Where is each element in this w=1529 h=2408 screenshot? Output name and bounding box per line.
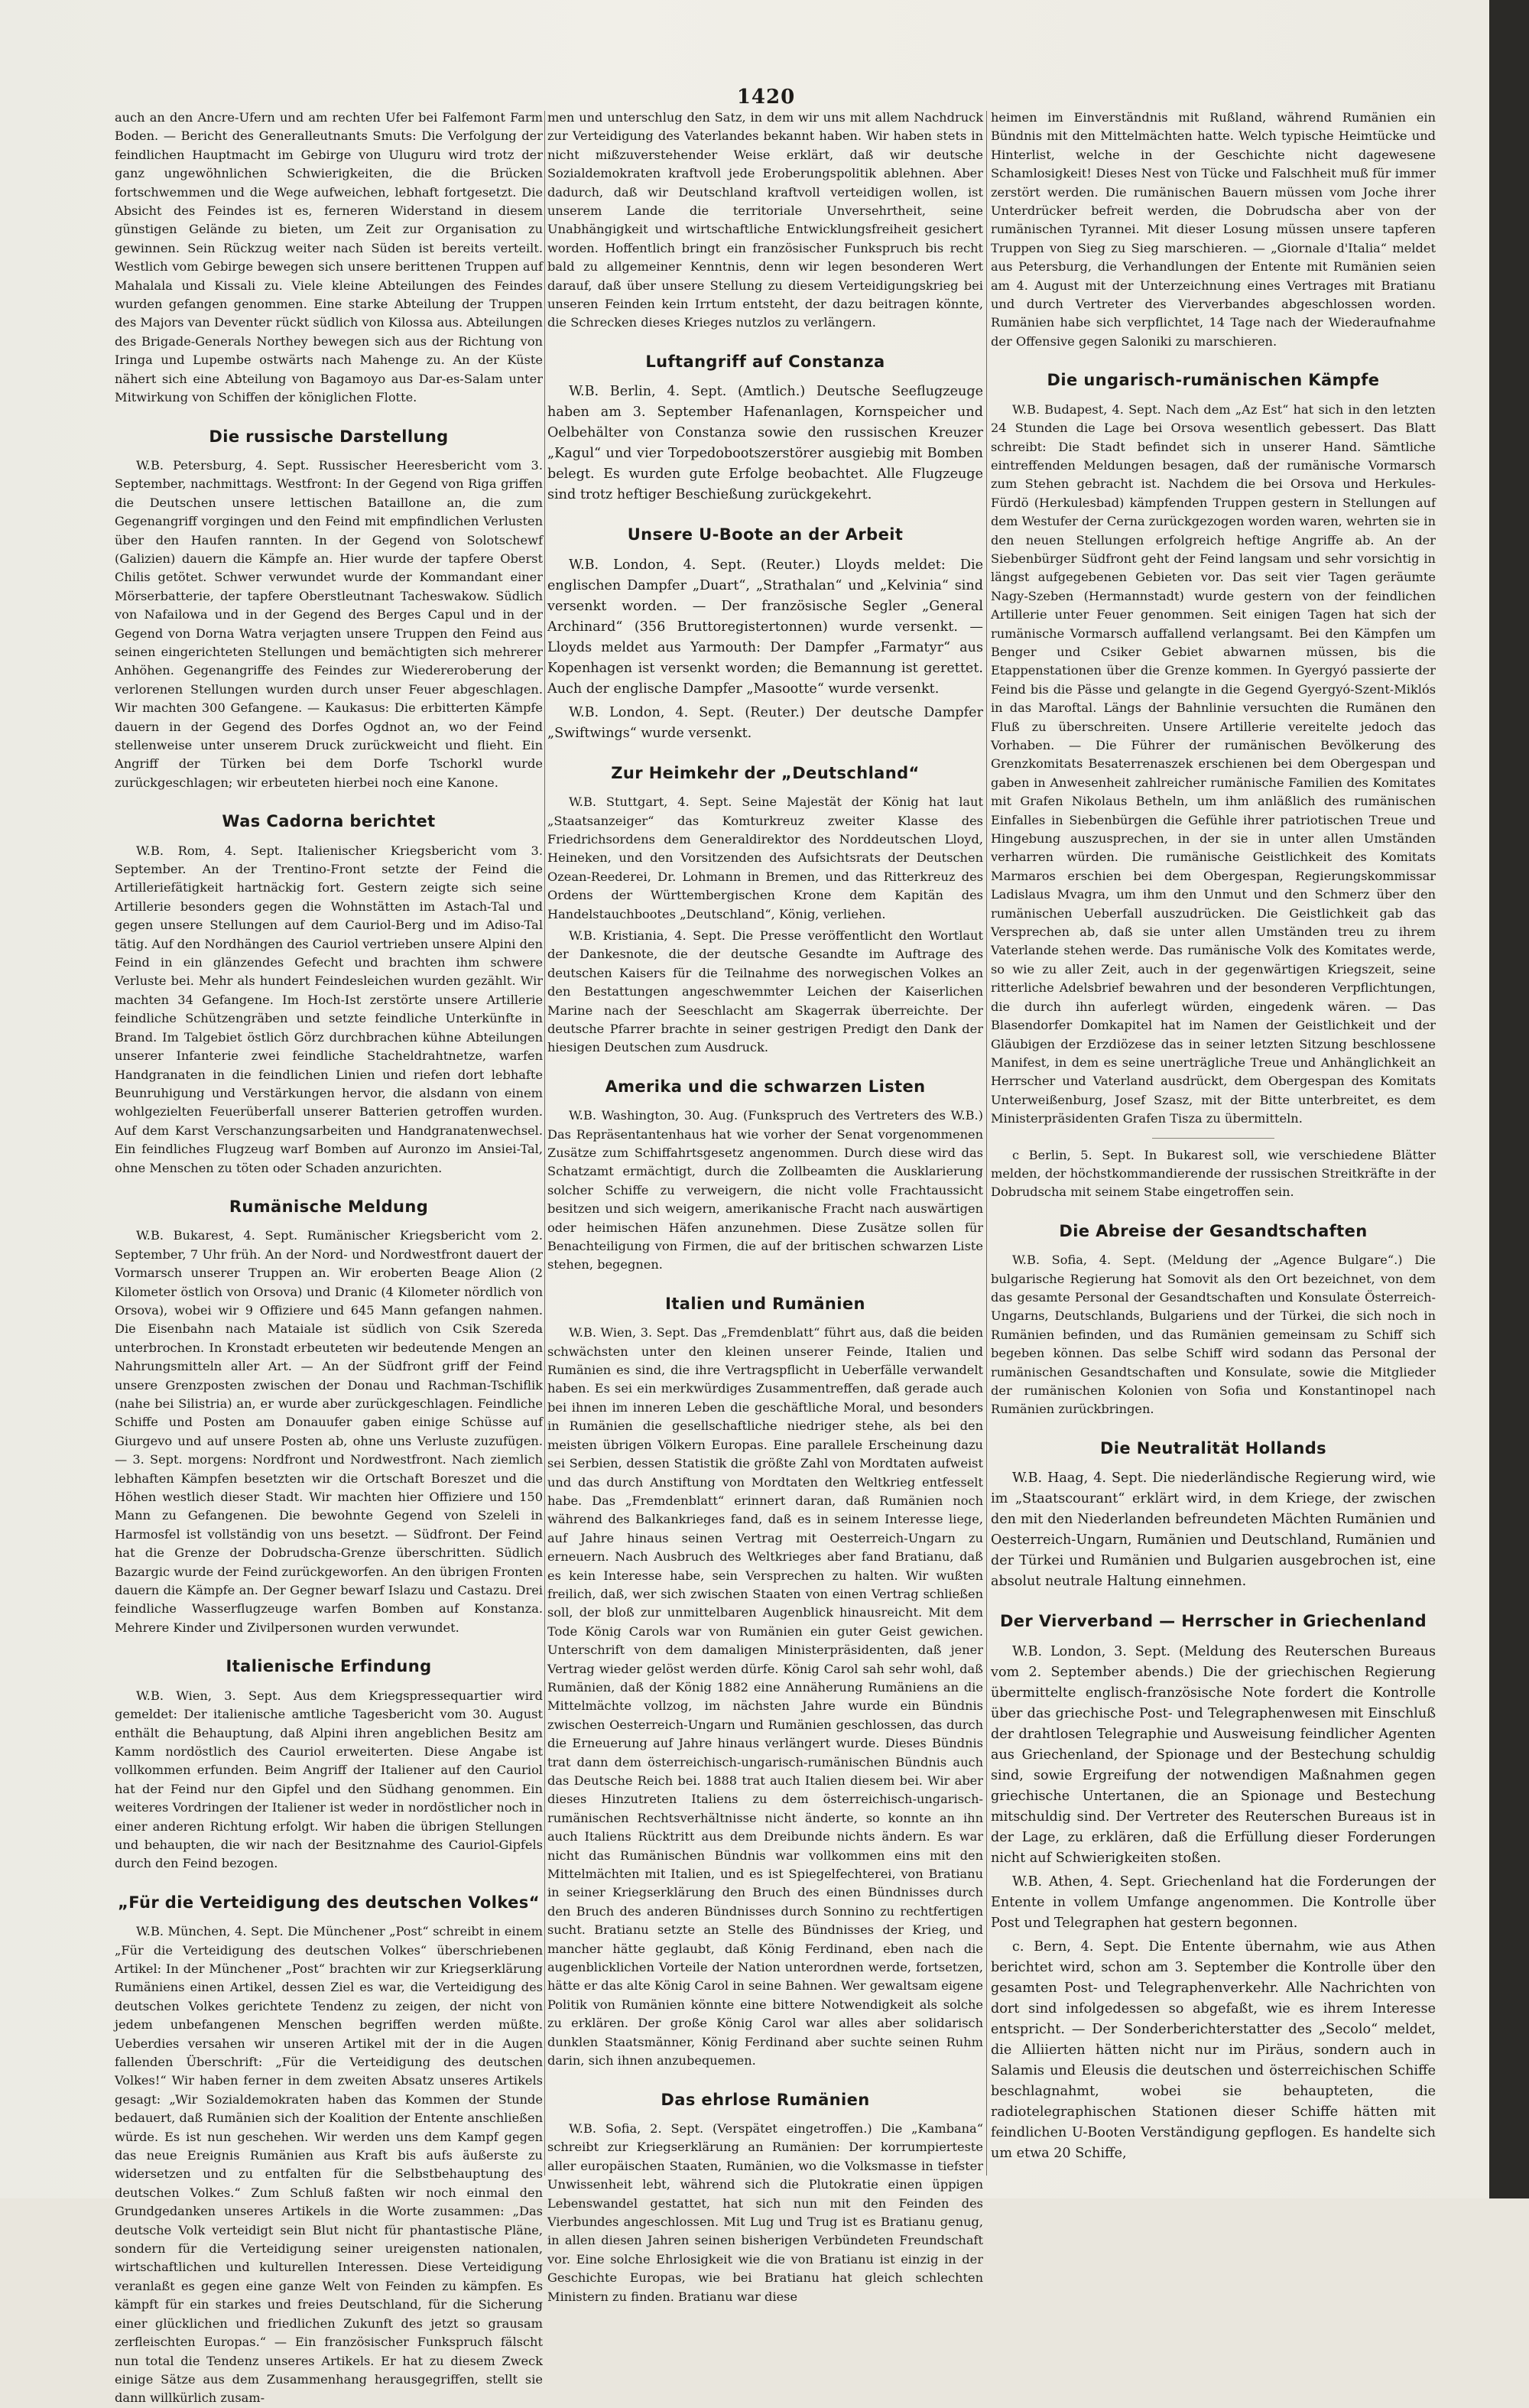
- article-paragraph: c. Bern, 4. Sept. Die Entente übernahm, wie aus Athen berichtet wird, schon am 3. September die Kontrolle über den gesamten Post- und Telegraphenverkehr. Alle Nachrichten von dort sind infolgedessen so abgefaßt, wie es ihrem Interesse entspricht. — Der Sonderberichterstatter des „Secolo“ meldet, die Alliierten hätten nicht nur im Piräus, sondern auch in Salamis und Eleusis die deutschen und österreichischen Schiffe beschlagnahmt, wobei sie behaupteten, die radiotelegraphischen Stationen dieser Schiffe hätten mit feindlichen U-Booten Verständigung gepflogen. Es handelte sich um etwa 20 Schiffe,: [991, 1938, 1436, 2161]
- column-2: [547, 109, 983, 2304]
- article-paragraph: W.B. Wien, 3. Sept. Aus dem Kriegspressequartier wird gemeldet: Der italienische amtliche Tagesbericht vom 30. August enthält die Behauptung, daß Alpini ihren angeblichen Besitz am Kamm nordöstlich des Cauriol erweiterten. Diese Angabe ist vollkommen erfunden. Beim Angriff der Italiener auf den Cauriol hat der Feind nur den Gipfel und den Südhang genommen. Ein weiteres Vordringen der Italiener ist weder in nordöstlicher noch in einer anderen Richtung erfolgt. Wir haben die übrigen Stellungen und behaupten, die wir nach der Besitznahme des Cauriol-Gipfels durch den Feind bezogen.: [115, 1688, 543, 1871]
- article-separator: [1152, 1138, 1274, 1139]
- article-headline: Die russische Darstellung: [209, 427, 449, 446]
- article-paragraph: c Berlin, 5. Sept. In Bukarest soll, wie verschiedene Blätter melden, der höchstkommandierende der russischen Streitkräfte in der Dobrudscha mit seinem Stabe eingetroffen sein.: [991, 1147, 1436, 1200]
- article-paragraph: W.B. Haag, 4. Sept. Die niederländische Regierung wird, wie im „Staatscourant“ erklärt wird, in dem Kriege, der zwischen den mit den Niederlanden befreundeten Mächten Rumänien und Oesterreich-Ungarn, Rumänien und Deutschland, Rumänien und der Türkei und Rumänien und Bulgarien ausgebrochen ist, eine absolut neutrale Haltung einnehmen.: [991, 1470, 1436, 1590]
- article-paragraph: W.B. London, 4. Sept. (Reuter.) Der deutsche Dampfer „Swiftwings“ wurde versenkt.: [547, 704, 983, 741]
- article-headline: Italienische Erfindung: [226, 1657, 432, 1676]
- column-3: [991, 109, 1436, 2173]
- article-paragraph: W.B. München, 4. Sept. Die Münchener „Post“ schreibt in einem „Für die Verteidigung des deutschen Volkes“ überschriebenen Artikel: In der Münchener „Post“ brachten wir zur Kriegserklärung Rumäniens einen Artikel, dessen Ziel es war, die Verteidigung des deutschen Volkes gerichtete Tendenz zu zeigen, der nicht von jedem unbefangenen Menschen begriffen werden müßte. Ueberdies versahen wir unseren Artikel mit der in die Augen fallenden Überschrift: „Für die Verteidigung des deutschen Volkes!“ Wir haben ferner in dem zweiten Absatz unseres Artikels gesagt: „Wir Sozialdemokraten haben das Kommen der Stunde bedauert, daß Rumänien sich der Koalition der Entente anschließen würde. Es ist nun geschehen. Wir werden uns dem Kampf gegen das neue Ereignis Rumänien aus Kraft bis aufs äußerste zu widersetzen und zu entfalten für die Selbstbehauptung des deutschen Volkes.“ Zum Schluß faßten wir noch einmal den Grundgedanken unseres Artikels in die Worte zusammen: „Das deutsche Volk verteidigt sein Blut nicht für phantastische Pläne, sondern für die Verteidigung seiner ureigensten nationalen, wirtschaftlichen und kulturellen Interessen. Diese Verteidigung veranlaßt es gegen eine ganze Welt von Feinden zu kämpfen. Es kämpft für ein starkes und freies Deutschland, für die Sicherung einer glücklichen und friedlichen Zukunft des jetzt so grausam zerfleischten Europas.“ — Ein französischer Funkspruch fälscht nun total die Tendenz unseres Artikels. Er hat zu diesem Zweck einige Sätze aus dem Zusammenhang herausgegriffen, stellt sie dann willkürlich zusam-: [115, 1924, 543, 2406]
- article-headline: Amerika und die schwarzen Listen: [605, 1077, 926, 1096]
- article-headline: Das ehrlose Rumänien: [661, 2090, 870, 2109]
- article-headline: Der Vierverband — Herrscher in Griechenland: [999, 1612, 1427, 1631]
- article-paragraph: W.B. Sofia, 4. Sept. (Meldung der „Agence Bulgare“.) Die bulgarische Regierung hat Somovit als den Ort bezeichnet, von dem das gesamte Personal der Gesandtschaften und Konsulate Österreich-Ungarns, Deutschlands, Bulgariens und der Türkei, die sich noch in Rumänien befinden, und das Rumänien gemeinsam zu Schiff sich begeben können. Das selbe Schiff wird sodann das Personal der rumänischen Gesandtschaften und Konsulate, sowie die Mitglieder der rumänischen Kolonien von Sofia und Konstantinopel nach Rumänien zurückbringen.: [991, 1253, 1436, 1417]
- article-paragraph: W.B. Sofia, 2. Sept. (Verspätet eingetroffen.) Die „Kambana“ schreibt zur Kriegserklärung an Rumänien: Der korrumpierteste aller europäischen Staaten, Rumänien, wo die Volksmasse in tiefster Unwissenheit lebt, während sich die Plutokratie einen üppigen Lebenswandel gestattet, hat sich nun mit den Feinden des Vierbundes angeschlossen. Mit Lug und Trug ist es Bratianu genug, in allen diesen Jahren seinen bisherigen Verbündeten Freundschaft vor. Eine solche Ehrlosigkeit wie die von Bratianu ist einzig in der Geschichte Europas, wie bei Bratianu hat gleich schlechten Ministern zu finden. Bratianu war diese: [547, 2120, 983, 2304]
- adjacent-page-edge: [1489, 0, 1529, 2198]
- article-headline: Was Cadorna berichtet: [222, 812, 436, 831]
- article-paragraph: W.B. Athen, 4. Sept. Griechenland hat die Forderungen der Entente in vollem Umfange angenommen. Die Kontrolle über Post und Telegraphen hat gestern begonnen.: [991, 1873, 1436, 1931]
- article-paragraph: W.B. Bukarest, 4. Sept. Rumänischer Kriegsbericht vom 2. September, 7 Uhr früh. An der Nord- und Nordwestfront dauert der Vormarsch unserer Truppen an. Wir eroberten Beage Alion (2 Kilometer östlich von Orsova) und Dranic (4 Kilometer nördlich von Orsova), wobei wir 9 Offiziere und 645 Mann gefangen nahmen. Die Eisenbahn nach Mataiale ist südlich von Csik Szereda unterbrochen. In Kronstadt erbeuteten wir bedeutende Mengen an Nahrungsmitteln aller Art. — An der Südfront griff der Feind unsere Grenzposten zwischen der Donau und Rachman-Tschiflik (nahe bei Silistria) an, er wurde aber zurückgeschlagen. Feindliche Schiffe und Posten am Donauufer gaben einige Schüsse auf Giurgevo und auf unsere Posten ab, ohne uns Verluste zuzufügen. — 3. Sept. morgens: Nordfront und Nordwestfront. Nach ziemlich lebhaften Kämpfen besetzten wir die Ortschaft Boreszet und die Höhen westlich dieser Stadt. Wir machten hier Offiziere und 150 Mann zu Gefangenen. Die bewohnte Gegend von Szeleli in Harmosfel ist vollständig von uns besetzt. — Südfront. Der Feind hat die Grenze der Dobrudscha-Grenze überschritten. Südlich Bazargic wurde der Feind zurückgeworfen. An den übrigen Fronten dauern die Kämpfe an. Der Gegner bewarf Islazu und Castazu. Drei feindliche Wasserflugzeuge warfen Bomben auf Konstanza. Mehrere Kinder und Zivilpersonen wurden verwundet.: [115, 1228, 543, 1635]
- article-headline: Die ungarisch-rumänischen Kämpfe: [1047, 371, 1380, 390]
- article-paragraph: W.B. Kristiania, 4. Sept. Die Presse veröffentlicht den Wortlaut der Dankesnote, die der deutsche Gesandte im Auftrage des deutschen Kaisers für die Teilnahme des norwegischen Volkes an den Bestattungen angeschwemmter Leichen der Kaiserlichen Marine nach der Seeschlacht am Skagerrak überreichte. Der deutsche Pfarrer brachte in seiner gestrigen Predigt den Dank der hiesigen Deutschen zum Ausdruck.: [547, 928, 983, 1055]
- article-headline: „Für die Verteidigung des deutschen Volkes“: [118, 1893, 540, 1912]
- article-paragraph: W.B. Berlin, 4. Sept. (Amtlich.) Deutsche Seeflugzeuge haben am 3. September Hafenanlagen, Kornspeicher und Oelbehälter von Constanza sowie den russischen Kreuzer „Kagul“ und vier Torpedobootszerstörer ausgiebig mit Bomben belegt. Es wurden gute Erfolge beobachtet. Alle Flugzeuge sind trotz heftiger Beschießung zurückgekehrt.: [547, 384, 983, 503]
- article-paragraph: W.B. Washington, 30. Aug. (Funkspruch des Vertreters des W.B.) Das Repräsentantenhaus hat wie vorher der Senat vorgenommenen Zusätze zum Schiffahrtsgesetz angenommen. Durch diese wird das Schatzamt ermächtigt, durch die Zollbeamten die Ausklarierung solcher Schiffe zu verweigern, die nicht volle Frachtaussicht besitzen und sich weigern, amerikanische Fracht nach auswärtigen oder heimischen Häfen anzunehmen. Diese Zusätze sollen für Benachteiligung von Firmen, die auf der britischen schwarzen Liste stehen, begegnen.: [547, 1108, 983, 1272]
- article-paragraph: W.B. Rom, 4. Sept. Italienischer Kriegsbericht vom 3. September. An der Trentino-Front setzte der Feind die Artilleriefätigkeit hartnäckig fort. Gestern zeigte sich seine Artillerie besonders gegen die Wohnstätten im Astach-Tal und gegen unsere Stellungen auf dem Cauriol-Berg und im Adiso-Tal tätig. Auf den Nordhängen des Cauriol vertrieben unsere Alpini den Feind in ein glänzendes Gefecht und brachten ihm schwere Verluste bei. Mehr als hundert Feindesleichen wurden gezählt. Wir machten 34 Gefangene. Im Hoch-Ist zerstörte unsere Artillerie feindliche Schützengräben und setzte feindliche Unterkünfte in Brand. Im Talgebiet östlich Görz durchbrachen kühne Abteilungen unserer Infanterie zwei feindliche Stacheldrahtnetze, warfen Handgranaten in die feindlichen Linien und riefen dort lebhafte Beunruhigung und Verstärkungen hervor, die alsdann von einem wohlgezielten Feuerüberfall unserer Batterien getroffen wurden. Auf dem Karst Verschanzungsarbeiten und Handgranatenwechsel. Ein feindliches Flugzeug warf Bomben auf Auronzo im Ansiei-Tal, ohne Menschen zu töten oder Schaden anzurichten.: [115, 843, 543, 1175]
- column-rule: [544, 111, 545, 2176]
- article-paragraph: men und unterschlug den Satz, in dem wir uns mit allem Nachdruck zur Verteidigung des Vaterlandes bekannt haben. Wir haben stets in nicht mißzuverstehender Weise erklärt, daß wir deutsche Sozialdemokraten kraftvoll jede Eroberungspolitik ablehnen. Aber dadurch, daß wir Deutschland kraftvoll verteidigen wollen, ist unserem Lande die territoriale Unversehrtheit, seine Unabhängigkeit und wirtschaftliche Entwicklungsfreiheit gesichert worden. Hoffentlich bringt ein französischer Funkspruch bis recht bald zu allgemeiner Kenntnis, denn wir legen besonderen Wert darauf, daß über unsere Stellung zu diesem Verteidigungskrieg bei unseren Feinden kein Irrtum entsteht, der dazu beitragen könnte, die Schrecken dieses Krieges nutzlos zu verlängern.: [547, 110, 983, 330]
- article-headline: Die Neutralität Hollands: [1099, 1438, 1327, 1457]
- article-headline: Die Abreise der Gesandtschaften: [1059, 1221, 1368, 1240]
- article-paragraph: W.B. Wien, 3. Sept. Das „Fremdenblatt“ führt aus, daß die beiden schwächsten unter den kleinen unserer Feinde, Italien und Rumänien es sind, die ihre Vertragspflicht in Ueberfälle verwandelt haben. Es sei ein merkwürdiges Zusammentreffen, daß gerade auch bei ihnen im inneren Leben die geschäftliche Moral, und besonders in Rumänien die gesellschaftliche niedriger stehe, als bei den meisten übrigen Völkern Europas. Eine parallele Erscheinung dazu sei Serbien, dessen Statistik die größte Zahl von Mordtaten aufweist und das durch Anstiftung von Mordtaten den Weltkrieg entfesselt habe. Das „Fremdenblatt“ erinnert daran, daß Rumänien noch während des Balkankrieges fand, daß es in seinem Interesse liege, auf Jahre hinaus seinen Vertrag mit Oesterreich-Ungarn zu erneuern. Nach Ausbruch des Weltkrieges aber fand Bratianu, daß es kein Interesse habe, sein Versprechen zu halten. Wir wußten freilich, daß, wer sich zwischen Staaten von einen Vertrag schließen soll, der bloß zur unmittelbaren Augenblick hinausreicht. Mit dem Tode König Carols war von Rumänien ein guter Geist gewichen. Unterschrift von dem damaligen Ministerpräsidenten, daß jener Vertrag wieder gelöst werden dürfe. König Carol sah sehr wohl, daß Rumänien, daß der König 1882 eine Annäherung Rumäniens an die Mittelmächte vollzog, im nächsten Jahre wurde ein Bündnis zwischen Oesterreich-Ungarn und Rumänien geschlossen, das durch die Erneuerung auf Jahre hinaus verlängert wurde. Dieses Bündnis trat dann dem österreichisch-ungarisch-rumänischen Bündnis auch das Deutsche Reich bei. 1888 trat auch Italien diesem bei. Wir aber dieses Hinzutreten Italiens zu dem österreichisch-ungarisch-rumänischen Rechtsverhältnisse nicht änderte, so konnte an ihn auch Italiens Rücktritt aus dem Dreibunde nichts ändern. Es war nicht das Rumänischen Bündnis war vollkommen eins mit den Mittelmächten mit Italien, und es ist Spiegelfechterei, von Bratianu in seiner Kriegserklärung den Bruch des einen Bündnisses durch den Bruch des anderen Bündnisses durch Sonnino zu rechtfertigen sucht. Bratianu setzte an Stelle des Bündnisses der Krieg, und mancher hätte geglaubt, daß König Ferdinand, eben nach die augenblicklichen Vorteile der Nation unterordnen werde, fortsetzen, hätte er das alte König Carol in seine Bahnen. Wer gewaltsam eigene Politik von Rumänien könnte eine bittere Notwendigkeit als solche zu erklären. Der große König Carol war alles aber solidarisch dunklen Staatsmänner, König Ferdinand aber suchte seinen Ruhm darin, sich ihnen anzubequemen.: [547, 1325, 983, 2068]
- article-paragraph: heimen im Einverständnis mit Rußland, während Rumänien ein Bündnis mit den Mittelmächten hatte. Welch typische Heimtücke und Hinterlist, welche in der Geschichte nicht dagewesene Schamlosigkeit! Dieses Nest von Tücke und Falschheit muß für immer zerstört werden. Die rumänischen Bauern müssen vom Joche ihrer Unterdrücker befreit werden, die Dobrudscha aber von der rumänischen Tyrannei. Mit dieser Losung müssen unsere tapferen Truppen von Sieg zu Sieg marschieren. — „Giornale d'Italia“ meldet aus Petersburg, die Verhandlungen der Entente mit Rumänien seien am 4. August mit der Unterzeichnung eines Vertrages mit Bratianu und durch Vertreter des Vierverbandes abgeschlossen worden. Rumänien habe sich verpflichtet, 14 Tage nach der Wiederaufnahme der Offensive gegen Saloniki zu marschieren.: [991, 110, 1436, 349]
- article-paragraph: W.B. London, 3. Sept. (Meldung des Reuterschen Bureaus vom 2. September abends.) Die der griechischen Regierung übermittelte englisch-französische Note fordert die Kontrolle über das griechische Post- und Telegraphenwesen mit Einschluß der drahtlosen Telegraphie und Ausweisung feindlicher Agenten aus Griechenland, der Spionage und der Bestechung schuldig sind, sowie Ergreifung der notwendigen Maßnahmen gegen griechische Untertanen, die an Spionage und Bestechung mitschuldig sind. Der Vertreter des Reuterschen Bureaus ist in der Lage, zu erklären, daß die Erfüllung dieser Forderungen nicht auf Schwierigkeiten stoßen.: [991, 1643, 1436, 1866]
- article-paragraph: auch an den Ancre-Ufern und am rechten Ufer bei Falfemont Farm Boden. — Bericht des Generalleutnants Smuts: Die Verfolgung der feindlichen Hauptmacht im Gebirge von Uluguru wird trotz der ganz ungewöhnlichen Schwierigkeiten, die die Brücken fortschwemmen und die Wege aufweichen, lebhaft fortgesetzt. Die Absicht des Feindes ist es, ferneren Widerstand in diesem günstigen Gelände zu bieten, um Zeit zur Organisation zu gewinnen. Sein Rückzug weiter nach Süden ist bereits verteilt. Westlich vom Gebirge bewegen sich unsere berittenen Truppen auf Mahalala und Kissali zu. Viele kleine Abteilungen des Feindes wurden gefangen genommen. Eine starke Abteilung der Truppen des Majors van Deventer rückt südlich von Kilossa aus. Abteilungen des Brigade-Generals Northey bewegen sich aus der Richtung von Iringa und Lupembe ostwärts nach Mahenge zu. An der Küste nähert sich eine Abteilung von Bagamoyo aus Dar-es-Salam unter Mitwirkung von Schiffen der königlichen Flotte.: [115, 110, 543, 405]
- article-headline: Rumänische Meldung: [229, 1197, 429, 1216]
- article-paragraph: W.B. Petersburg, 4. Sept. Russischer Heeresbericht vom 3. September, nachmittags. Westfront: In der Gegend von Riga griffen die Deutschen unsere lettischen Bataillone an, die zum Gegenangriff vorgingen und den Feind mit empfindlichen Verlusten über den Haufen rannten. In der Gegend von Solotschewf (Galizien) dauern die Kämpfe an. Hier wurde der tapfere Oberst Chilis getötet. Schwer verwundet wurde der Kommandant einer Mörserbatterie, der tapfere Oberstleutnant Tacheswakow. Südlich von Nafailowa und in der Gegend des Berges Capul und in der Gegend von Dorna Watra verjagten unsere Truppen den Feind aus seinen eingerichteten Stellungen und bemächtigten sich mehrerer Anhöhen. Gegenangriffe des Feindes zur Wiedereroberung der verlorenen Stellungen wurden durch unser Feuer abgeschlagen. Wir machten 300 Gefangene. — Kaukasus: Die erbitterten Kämpfe dauern in der Gegend des Dorfes Ogdnot an, wo der Feind stellenweise unter unserem Druck zurückweicht und flieht. Ein Angriff der Türken bei dem Dorfe Tschorkl wurde zurückgeschlagen; wir erbeuteten hierbei noch eine Kanone.: [115, 457, 543, 790]
- article-headline: Unsere U-Boote an der Arbeit: [627, 525, 904, 544]
- article-paragraph: W.B. Budapest, 4. Sept. Nach dem „Az Est“ hat sich in den letzten 24 Stunden die Lage bei Orsova wesentlich gebessert. Das Blatt schreibt: Die Stadt befindet sich in unserer Hand. Sämtliche eintreffenden Meldungen besagen, daß der rumänische Vormarsch zum Stehen gebracht ist. Nachdem die bei Orsova und Herkules-Fürdö (Herkulesbad) kämpfenden Truppen gestern in Stellungen auf dem Westufer der Cerna zurückgezogen worden waren, wehrten sie in den neuen Stellungen erfolgreich heftige Angriffe ab. An der Siebenbürger Südfront geht der Feind langsam und sehr vorsichtig in längst aufgegebenen Gebieten vor. Das seit vier Tagen geräumte Nagy-Szeben (Hermannstadt) wurde gestern von der feindlichen Artillerie unter Feuer genommen. Seit einigen Tagen hat sich der rumänische Vormarsch auffallend verlangsamt. Bei den Kämpfen um Benger und Csiker Gebiet abwarnen müssen, bis die Etappenstationen über die Grenze kommen. In Gyergyó passierte der Feind bis die Pässe und gelangte in die Gegend Gyergyó-Szent-Miklós in das Maroftal. Längs der Bahnlinie versuchten die Rumänen den Fluß zu überschreiten. Unsere Artillerie vereitelte jedoch das Vorhaben. — Die Führer der rumänischen Bevölkerung des Grenzkomitats Besaterrenaszek erschienen bei dem Obergespan und gaben in Anwesenheit zahlreicher rumänische Familien des Komitates mit Grafen Nikolaus Betheln, um ihm anläßlich des rumänischen Einfalles in Siebenbürgen die Gefühle ihrer patriotischen Treue und Hingebung auszusprechen, in der sie in unter allen Umständen verharren würden. Die rumänische Geistlichkeit des Komitats Marmaros erschien bei dem Obergespan, Regierungskommissar Ladislaus Mvagra, um ihm den Unmut und den Schmerz über den rumänischen Ueberfall auszudrücken. Die Geistlichkeit gab das Versprechen ab, daß sie unter allen Umständen treu zu ihrem Vaterlande stehen werde. Das rumänische Volk des Komitates werde, so wie zu aller Zeit, auch in der gegenwärtigen Kriegszeit, seine ritterliche Adelsbrief bewahren und der besonderen Verpflichtungen, die durch ihn auferlegt würden, eingedenk wären. — Das Blasendorfer Domkapitel hat im Namen der Geistlichkeit und der Gläubigen der Erzdiözese das in seiner letzten Sitzung beschlossene Manifest, in dem es seine unerträgliche Treue und Anhänglichkeit an Herrscher und Vaterland ausdrückt, dem Obergespan des Komitats Unterweißenburg, Josef Szasz, mit der Bitte unterbreitet, es dem Ministerpräsidenten Grafen Tisza zu übermitteln.: [991, 401, 1436, 1126]
- column-rule: [986, 111, 987, 2176]
- article-paragraph: W.B. Stuttgart, 4. Sept. Seine Majestät der König hat laut „Staatsanzeiger“ das Komturkreuz zweiter Klasse des Friedrichsordens dem Generaldirektor des Norddeutschen Lloyd, Heineken, und den Vorsitzenden des Aufsichtsrats der Deutschen Ozean-Reederei, Dr. Lohmann in Bremen, und das Ritterkreuz des Ordens der Württembergischen Krone dem Kapitän des Handelstauchbootes „Deutschland“, König, verliehen.: [547, 795, 983, 921]
- column-1: [115, 109, 543, 2406]
- page-number: 1420: [736, 86, 796, 109]
- article-headline: Zur Heimkehr der „Deutschland“: [611, 763, 920, 782]
- article-headline: Luftangriff auf Constanza: [645, 352, 885, 371]
- article-paragraph: W.B. London, 4. Sept. (Reuter.) Lloyds meldet: Die englischen Dampfer „Duart“, „Strathalan“ und „Kelvinia“ sind versenkt worden. — Der französische Segler „General Archinard“ (356 Bruttoregistertonnen) wurde versenkt. — Lloyds meldet aus Yarmouth: Der Dampfer „Farmatyr“ aus Kopenhagen ist versenkt worden; die Bemannung ist gerettet. Auch der englische Dampfer „Masootte“ wurde versenkt.: [547, 557, 983, 697]
- article-headline: Italien und Rumänien: [665, 1294, 865, 1313]
